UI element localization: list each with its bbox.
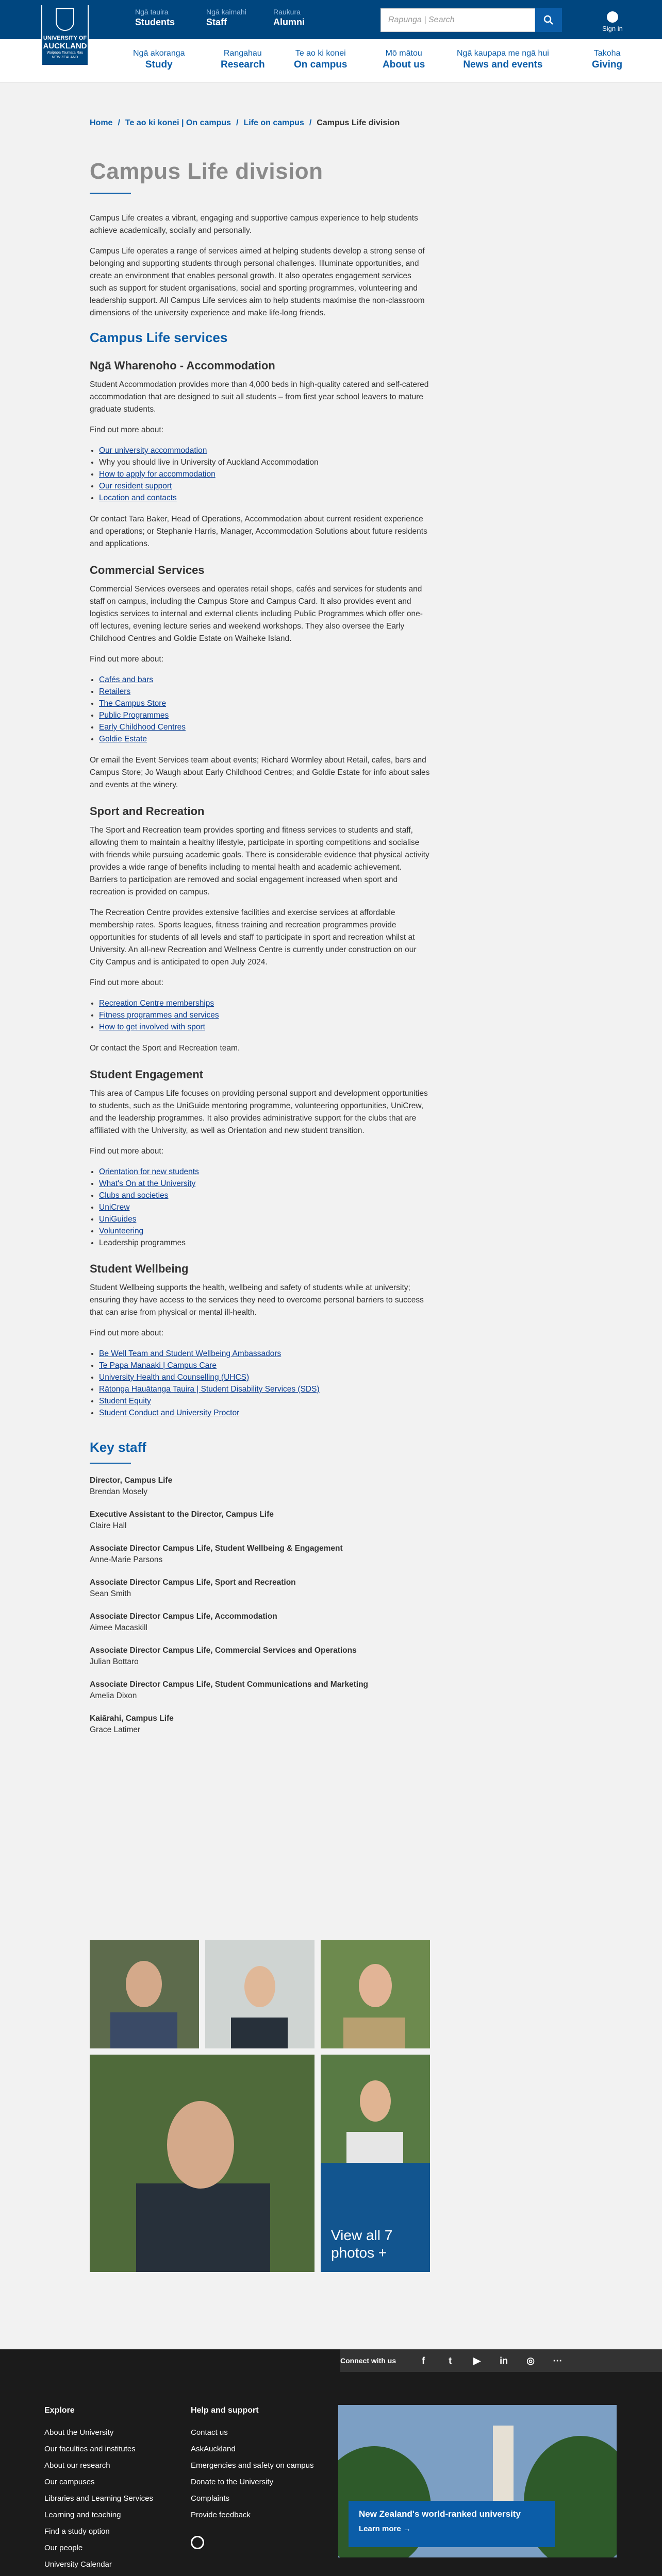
list-item — [99, 1383, 430, 1395]
list-item — [99, 1348, 430, 1360]
link[interactable]: Public Programmes — [99, 711, 169, 720]
accommodation-contact: Or contact Tara Baker, Head of Operations, Accommodation about current resident experience and operations; or Stephanie Harris, Manager, Accommodation Solutions about future residents and applications. — [90, 515, 427, 548]
footer — [0, 2349, 662, 2576]
link[interactable]: Recreation Centre memberships — [99, 999, 214, 1008]
staff-photo[interactable] — [90, 2055, 315, 2272]
list-item — [99, 492, 430, 504]
promo-card[interactable] — [338, 2405, 617, 2557]
list-item — [99, 721, 430, 733]
link[interactable]: How to get involved with sport — [99, 1023, 205, 1031]
list-item — [99, 468, 430, 480]
link[interactable]: Location and contacts — [99, 494, 177, 502]
link[interactable]: The Campus Store — [99, 699, 167, 708]
find-out-label: Find out more about: — [90, 426, 164, 434]
list-item — [99, 733, 430, 745]
nav-item-about-us[interactable] — [383, 48, 425, 71]
list-item — [99, 1166, 430, 1178]
university-logo[interactable] — [41, 5, 89, 66]
main-content — [90, 118, 430, 1736]
list-item — [99, 480, 430, 492]
staff-role: Kaiārahi, Campus Life — [90, 1714, 174, 1723]
list-item — [99, 698, 430, 709]
staff-role: Associate Director Campus Life, Commercial Services and Operations — [90, 1646, 357, 1655]
staff-name: Grace Latimer — [90, 1725, 141, 1734]
sport-text: The Recreation Centre provides extensive facilities and exercise services at affordable membership rates. Sports leagues, fitness training and recreation programmes provide opportunities for students of all levels and staff to participate in sport and recreation whilst at University. An all-new Recreation and Wellness Centre is currently under construction on our City Campus and is anticipated to open July 2024. — [90, 908, 417, 967]
nav-item-on-campus[interactable] — [294, 48, 347, 71]
breadcrumb-life-on-campus[interactable]: Life on campus — [243, 118, 304, 127]
breadcrumb-home[interactable]: Home — [90, 118, 113, 127]
wellbeing-heading: Student Wellbeing — [90, 1262, 189, 1275]
logo-text: AUCKLAND — [43, 42, 87, 50]
nav-label-mi: Te ao ki konei — [295, 49, 346, 58]
staff-name: Sean Smith — [90, 1589, 131, 1598]
logo-text: NEW ZEALAND — [52, 56, 78, 59]
nav-label-en: About us — [383, 59, 425, 70]
footer-link[interactable]: Provide feedback — [191, 2511, 251, 2519]
wellbeing-links — [99, 1348, 430, 1419]
nav-label-mi: Ngā akoranga — [133, 49, 185, 58]
staff-name: Brendan Mosely — [90, 1487, 148, 1496]
audience-label-mi: Ngā tauira — [135, 8, 169, 16]
nav-item-giving[interactable] — [592, 48, 622, 71]
link[interactable]: Rātonga Hauātanga Tauira | Student Disability Services (SDS) — [99, 1385, 320, 1394]
list-item — [99, 674, 430, 686]
list-text: Leadership programmes — [99, 1239, 186, 1247]
staff-role: Associate Director Campus Life, Sport and Recreation — [90, 1578, 296, 1587]
engagement-heading: Student Engagement — [90, 1068, 204, 1081]
link[interactable]: Early Childhood Centres — [99, 723, 186, 732]
accessibility-icon[interactable] — [191, 2536, 204, 2549]
footer-link[interactable]: Donate to the University — [191, 2478, 274, 2486]
audience-label-en: Students — [135, 17, 175, 27]
footer-link[interactable]: Contact us — [191, 2428, 228, 2437]
twitter-icon[interactable]: t — [449, 2355, 452, 2366]
search-icon — [543, 15, 554, 25]
staff-name: Claire Hall — [90, 1521, 127, 1530]
footer-link[interactable]: Our faculties and institutes — [44, 2445, 136, 2453]
audience-label-en: Alumni — [273, 17, 305, 27]
audience-label-mi: Raukura — [273, 8, 301, 16]
footer-link[interactable]: University Calendar — [44, 2560, 112, 2569]
commercial-text: Commercial Services oversees and operates retail shops, cafés and services for students and staff on campus, including the Campus Store and Campus Card. It also provides event and logistics services to internal and external clients including Public Programmes which offer one-off lectures, evening lecture series and weekend workshops. They also oversee the Early Childhood Centres and Goldie Estate on Waiheke Island. — [90, 585, 423, 643]
footer-heading: Help and support — [191, 2406, 259, 2415]
footer-link[interactable] — [44, 2573, 153, 2576]
nav-label-en: Research — [221, 59, 265, 70]
promo-link[interactable]: Learn more → — [359, 2524, 411, 2533]
footer-link[interactable]: About our research — [44, 2461, 110, 2470]
commercial-contact: Or email the Event Services team about events; Richard Wormley about Retail, cafes, bars and Campus Store; Jo Waugh about Early Childhood Centres; and Goldie Estate for info about sales and events at the winery. — [90, 756, 430, 789]
link[interactable]: Student Conduct and University Proctor — [99, 1409, 240, 1417]
staff-photo[interactable] — [321, 1940, 430, 2048]
intro-paragraph: Campus Life creates a vibrant, engaging and supportive campus experience to help students achieve academically, socially and personally. — [90, 214, 418, 235]
footer-link[interactable]: Our campuses — [44, 2478, 95, 2486]
link[interactable]: Our university accommodation — [99, 446, 207, 455]
list-item — [99, 1371, 430, 1383]
list-item — [99, 1190, 430, 1201]
link[interactable]: Retailers — [99, 687, 131, 696]
list-item — [99, 1201, 430, 1213]
staff-role: Associate Director Campus Life, Student Communications and Marketing — [90, 1680, 369, 1689]
staff-name: Julian Bottaro — [90, 1657, 139, 1666]
link[interactable]: Our resident support — [99, 482, 172, 490]
link[interactable]: UniGuides — [99, 1215, 137, 1224]
breadcrumb-on-campus[interactable]: Te ao ki konei | On campus — [125, 118, 231, 127]
list-item — [99, 1407, 430, 1419]
nav-label-mi: Rangahau — [223, 49, 262, 58]
connect-label: Connect with us — [340, 2357, 396, 2365]
nav-label-mi: Ngā kaupapa me ngā hui — [457, 49, 549, 58]
find-out-label: Find out more about: — [90, 1329, 164, 1337]
user-icon — [607, 11, 618, 23]
wellbeing-text: Student Wellbeing supports the health, wellbeing and safety of students while at university; ensuring they have access to the services they need to overcome personal barriers to success that can arise from physical or mental ill-health. — [90, 1283, 424, 1317]
key-staff-heading: Key staff — [90, 1439, 146, 1455]
list-text: Why you should live in University of Auckland Accommodation — [99, 458, 319, 467]
page-title: Campus Life division — [90, 159, 323, 184]
link[interactable]: Cafés and bars — [99, 675, 154, 684]
audience-students[interactable] — [135, 7, 175, 28]
find-out-label: Find out more about: — [90, 978, 164, 987]
nav-item-study[interactable] — [133, 48, 185, 71]
audience-staff[interactable] — [206, 7, 246, 28]
view-all-label: View all 7 photos + — [331, 2227, 393, 2261]
breadcrumb-separator: / — [118, 118, 120, 127]
footer-explore — [44, 2406, 153, 2576]
instagram-icon[interactable]: ◎ — [526, 2355, 535, 2366]
footer-link[interactable]: Find a study option — [44, 2527, 110, 2536]
staff-role: Executive Assistant to the Director, Campus Life — [90, 1510, 274, 1519]
link[interactable]: Goldie Estate — [99, 735, 147, 743]
linkedin-icon[interactable]: in — [500, 2355, 508, 2366]
nav-label-en: Giving — [592, 59, 623, 70]
list-item — [99, 1021, 430, 1033]
crest-icon — [56, 8, 74, 31]
audience-label-mi: Ngā kaimahi — [206, 8, 246, 16]
breadcrumb-separator: / — [309, 118, 312, 127]
footer-link[interactable]: Learning and teaching — [44, 2511, 121, 2519]
find-out-label: Find out more about: — [90, 655, 164, 664]
main-nav — [0, 39, 662, 82]
nav-item-news-events[interactable] — [457, 48, 549, 71]
staff-name: Aimee Macaskill — [90, 1623, 147, 1632]
staff-role: Associate Director Campus Life, Student Wellbeing & Engagement — [90, 1544, 343, 1553]
list-item — [99, 686, 430, 698]
facebook-icon[interactable]: f — [422, 2355, 425, 2366]
link[interactable]: Student Equity — [99, 1397, 151, 1405]
sign-in-button[interactable] — [598, 11, 627, 32]
intro-paragraph: Campus Life operates a range of services aimed at helping students develop a strong sense of belonging and supporting students through personal challenges. Illuminate opportunities, and create an environment that enables personal growth. It also operates engagement services such as support for student organisations, social and sporting programmes, volunteering and leadership support. All Campus Life services aim to help students maximise the non-classroom dimensions of the university experience and make life-long friends. — [90, 247, 425, 317]
link[interactable]: Clubs and societies — [99, 1191, 169, 1200]
accommodation-links — [99, 445, 430, 504]
top-bar — [0, 0, 662, 39]
staff-photo[interactable] — [205, 1940, 315, 2048]
list-item — [99, 1009, 430, 1021]
sport-links — [99, 997, 430, 1033]
nav-item-research[interactable] — [221, 48, 265, 71]
list-item — [99, 997, 430, 1009]
accommodation-heading: Ngā Wharenoho - Accommodation — [90, 359, 275, 372]
more-icon[interactable]: ⋯ — [553, 2355, 562, 2366]
staff-photo-gallery — [90, 1940, 430, 2272]
logo-text: UNIVERSITY OF — [43, 35, 87, 41]
staff-list — [90, 1475, 430, 1736]
staff-name: Anne-Marie Parsons — [90, 1555, 163, 1564]
search-button[interactable] — [535, 8, 562, 32]
breadcrumb-separator: / — [236, 118, 239, 127]
sign-in-label: Sign in — [602, 25, 623, 32]
staff-role: Director, Campus Life — [90, 1476, 173, 1485]
footer-heading: Explore — [44, 2406, 75, 2415]
list-item — [99, 1395, 430, 1407]
list-item — [99, 456, 430, 468]
view-all-photos-button[interactable] — [321, 2163, 430, 2272]
link[interactable]: Fitness programmes and services — [99, 1011, 219, 1020]
link[interactable]: Be Well Team and Student Wellbeing Ambassadors — [99, 1349, 282, 1358]
staff-photo[interactable] — [321, 2055, 430, 2163]
nav-label-en: On campus — [294, 59, 347, 70]
title-divider — [90, 193, 131, 194]
footer-link[interactable]: Emergencies and safety on campus — [191, 2461, 314, 2470]
footer-link[interactable]: AskAuckland — [191, 2445, 236, 2453]
nav-label-en: News and events — [463, 59, 543, 70]
list-item — [99, 445, 430, 456]
list-item — [99, 1178, 430, 1190]
search-input[interactable]: Rapunga | Search — [380, 8, 535, 32]
footer-link[interactable]: Libraries and Learning Services — [44, 2494, 153, 2503]
staff-name: Amelia Dixon — [90, 1691, 137, 1700]
sport-contact: Or contact the Sport and Recreation team. — [90, 1044, 240, 1053]
link[interactable]: University Health and Counselling (UHCS) — [99, 1373, 250, 1382]
link[interactable]: Te Papa Manaaki | Campus Care — [99, 1361, 217, 1370]
services-heading: Campus Life services — [90, 330, 228, 345]
engagement-links — [99, 1166, 430, 1249]
commercial-heading: Commercial Services — [90, 564, 205, 577]
find-out-label: Find out more about: — [90, 1147, 164, 1156]
breadcrumb-current: Campus Life division — [317, 118, 400, 127]
sport-text: The Sport and Recreation team provides sporting and fitness services to students and staff, allowing them to maintain a healthy lifestyle, participate in sporting competitions and socialise with friends while pursuing academic goals. There is considerable evidence that physical activity provides a wide range of benefits including to mental health and academic achievement. Barriers to participation are removed and social engagement increased when sport and recreation is provided on campus. — [90, 826, 429, 896]
engagement-text: This area of Campus Life focuses on providing personal support and development opportunities to students, such as the UniGuide mentoring programme, volunteering opportunities, UniCrew, and the leadership programmes. It also provides administrative support for the clubs that are affiliated with the University, as well as Orientation and new student transition. — [90, 1089, 428, 1135]
link[interactable]: How to apply for accommodation — [99, 470, 216, 479]
youtube-icon[interactable]: ▶ — [473, 2355, 481, 2366]
list-item — [99, 1225, 430, 1237]
nav-label-mi: Mō mātou — [385, 49, 422, 58]
nav-label-mi: Takoha — [593, 49, 621, 58]
staff-divider — [90, 1463, 131, 1464]
promo-title: New Zealand's world-ranked university — [359, 2509, 521, 2519]
list-item — [99, 1237, 430, 1249]
breadcrumb — [90, 118, 430, 128]
commercial-links — [99, 674, 430, 745]
list-item — [99, 709, 430, 721]
link[interactable]: Orientation for new students — [99, 1167, 199, 1176]
footer-link[interactable]: Complaints — [191, 2494, 230, 2503]
sport-heading: Sport and Recreation — [90, 805, 205, 818]
link[interactable]: What's On at the University — [99, 1179, 196, 1188]
nav-label-en: Study — [145, 59, 173, 70]
footer-help — [191, 2406, 313, 2549]
audience-alumni[interactable] — [273, 7, 305, 28]
staff-photo[interactable] — [90, 1940, 199, 2048]
list-item — [99, 1213, 430, 1225]
link[interactable]: Volunteering — [99, 1227, 144, 1235]
promo-caption — [349, 2501, 555, 2547]
social-bar — [340, 2349, 662, 2372]
footer-link[interactable]: Our people — [44, 2544, 83, 2552]
list-item — [99, 1360, 430, 1371]
footer-link[interactable]: About the University — [44, 2428, 114, 2437]
accommodation-text: Student Accommodation provides more than 4,000 beds in high-quality catered and self-catered accommodation that are designed to suit all students – from first year school leavers to mature graduate students. — [90, 380, 429, 414]
link[interactable]: UniCrew — [99, 1203, 130, 1212]
logo-text: Waipapa Taumata Rau — [46, 51, 84, 55]
staff-role: Associate Director Campus Life, Accommodation — [90, 1612, 277, 1621]
audience-label-en: Staff — [206, 17, 227, 27]
